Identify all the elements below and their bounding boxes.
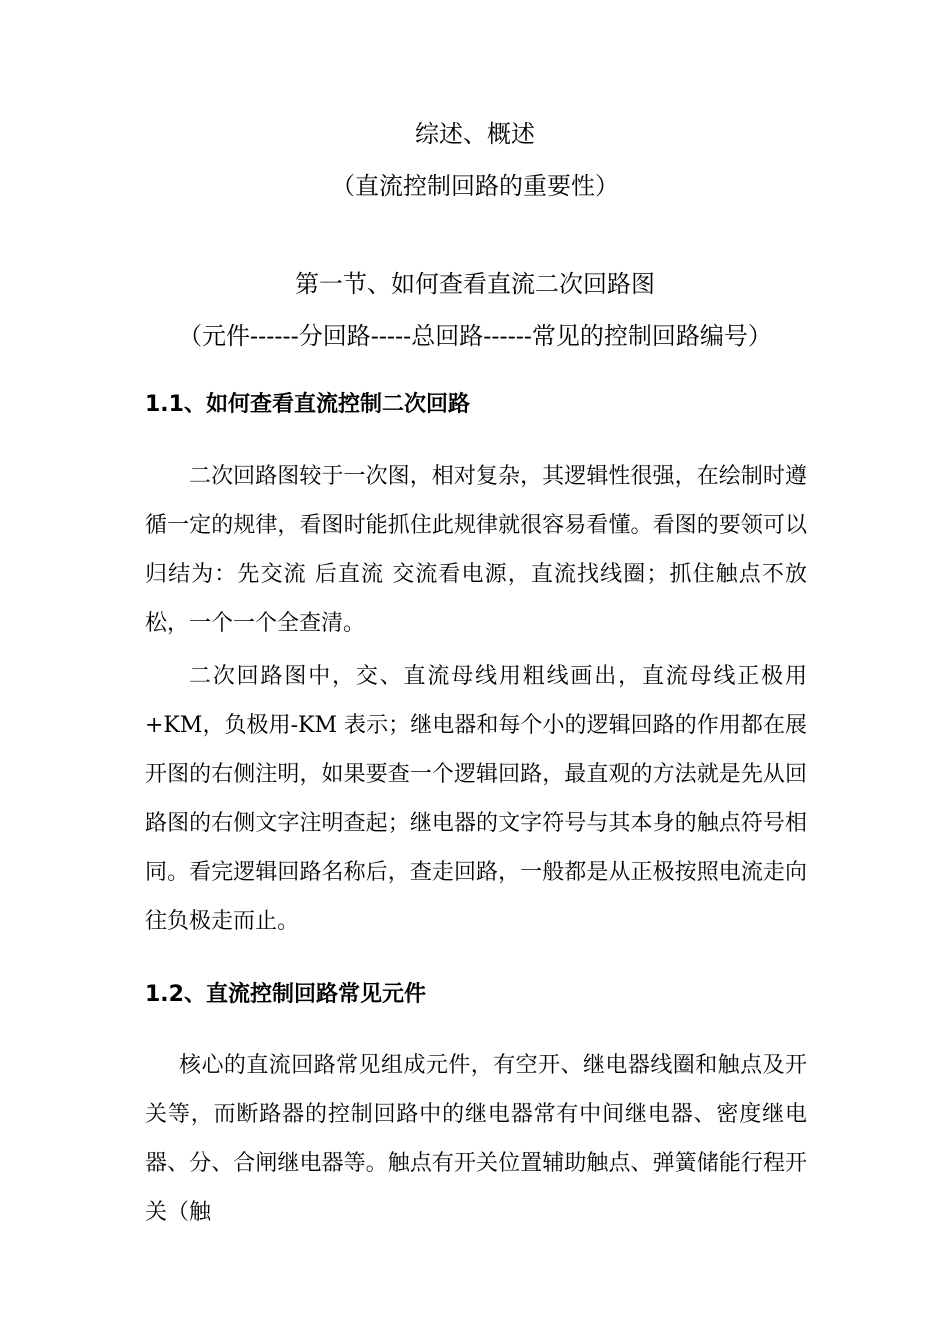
paragraph-1-2-a: 核心的直流回路常见组成元件，有空开、继电器线圈和触点及开关等，而断路器的控制回路中的继电器常有中间继电器、密度继电器、分、合闸继电器等。触点有开关位置辅助触点、弹簧储能行程开关（触 <box>145 1053 807 1225</box>
subsection-heading-1-1: 1.1、如何查看直流控制二次回路 <box>145 392 470 417</box>
subsection-heading-1-2: 1.2、直流控制回路常见元件 <box>145 982 426 1007</box>
intro-title: 综述、概述 <box>415 120 535 148</box>
intro-subtitle: （直流控制回路的重要性） <box>331 172 619 200</box>
paragraph-1-1-b: 二次回路图中，交、直流母线用粗线画出，直流母线正极用+KM，负极用-KM 表示；继电器和每个小的逻辑回路的作用都在展开图的右侧注明，如果要查一个逻辑回路，最直观的方法就是先从回路图的右侧文字注明查起；继电器的文字符号与其本身的触点符号相同。看完逻辑回路名称后，查走回路，一般都是从正极按照电流走向往负极走而止。 <box>145 664 807 934</box>
section-subtitle: （元件------分回路-----总回路------常见的控制回路编号） <box>178 322 772 350</box>
section-title: 第一节、如何查看直流二次回路图 <box>295 270 655 298</box>
paragraph-1-1-a: 二次回路图较于一次图，相对复杂，其逻辑性很强，在绘制时遵循一定的规律，看图时能抓住此规律就很容易看懂。看图的要领可以归结为：先交流 后直流 交流看电源，直流找线圈；抓住触点不放松，一个一个全查清。 <box>145 464 807 636</box>
